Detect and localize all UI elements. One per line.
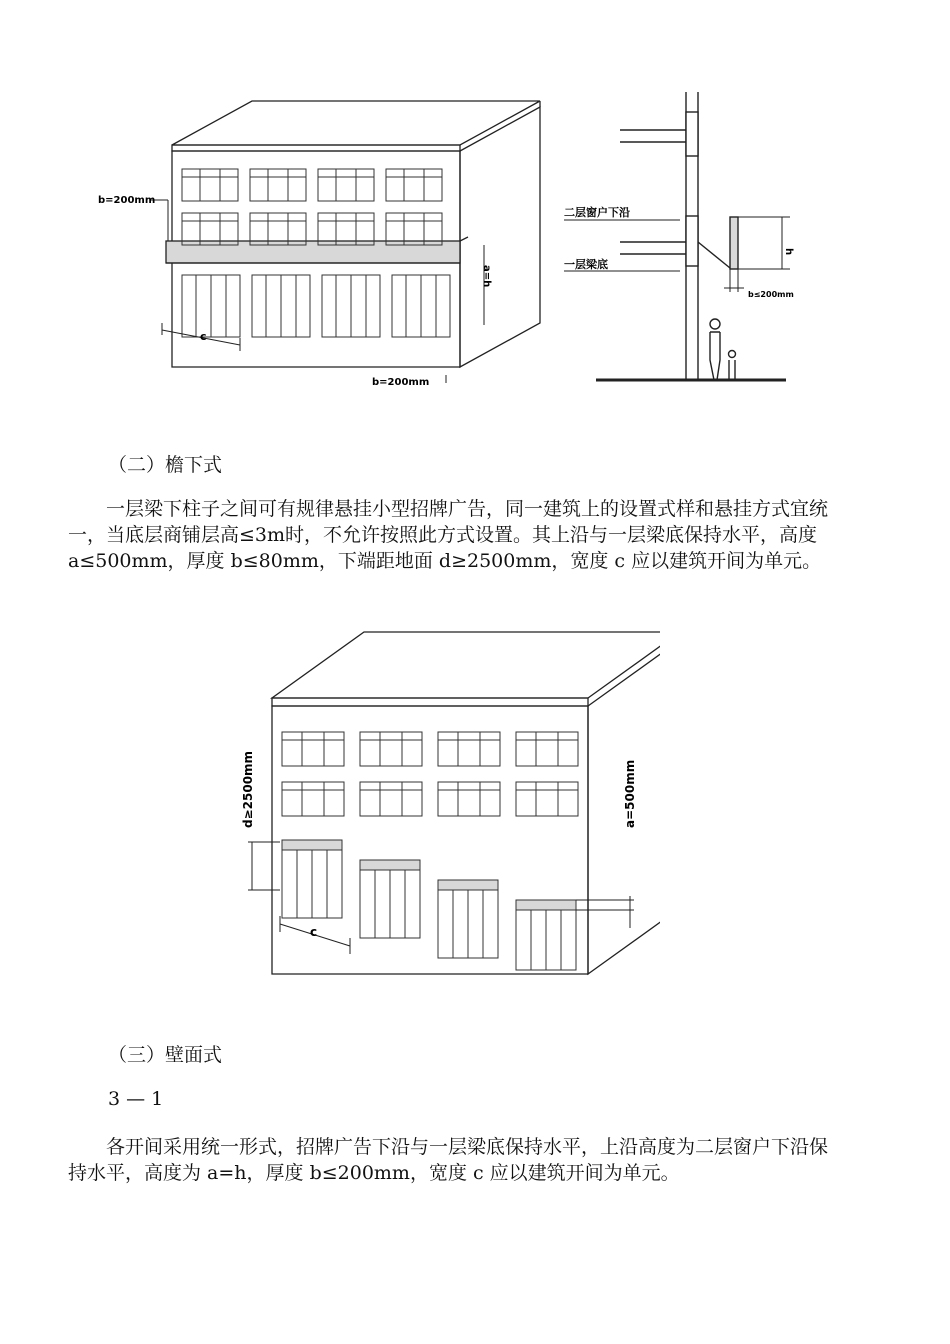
section-detail-figure [560, 92, 810, 392]
section3-body: 各开间采用统一形式，招牌广告下沿与一层梁底保持水平，上沿高度为二层窗户下沿保持水平，高度为 a=h，厚度 b≤200mm，宽度 c 应以建筑开间为单元。 [68, 1136, 829, 1184]
b-top-label: b=200mm [98, 195, 156, 206]
c-label: c [200, 330, 207, 343]
beam-bottom-label: 一层梁底 [564, 258, 608, 271]
window-sill-label: 二层窗户下沿 [564, 206, 630, 219]
building-eave-sign-figure [230, 628, 660, 978]
b-bottom-label: b=200mm [372, 377, 430, 388]
c-label-fig3: c [310, 925, 318, 939]
d-label: d≥2500mm [241, 750, 255, 828]
ah-label: a=h [481, 265, 492, 288]
b-label: b≤200mm [748, 290, 794, 299]
section2-body: 一层梁下柱子之间可有规律悬挂小型招牌广告，同一建筑上的设置式样和悬挂方式宜统一，当底层商铺层高≤3m时，不允许按照此方式设置。其上沿与一层梁底保持水平，高度 a≤500mm，厚度 b≤80mm，下端距地面 d≥2500mm，宽度 c 应以建筑开间为单元。 [68, 498, 829, 572]
section2-heading: （二）檐下式 [108, 454, 223, 476]
section3-subheading: 3 — 1 [108, 1088, 164, 1110]
h-label: h [783, 248, 794, 256]
a-label: a=500mm [623, 759, 637, 828]
building-wall-sign-figure [90, 85, 560, 405]
section3-heading: （三）壁面式 [108, 1044, 223, 1066]
